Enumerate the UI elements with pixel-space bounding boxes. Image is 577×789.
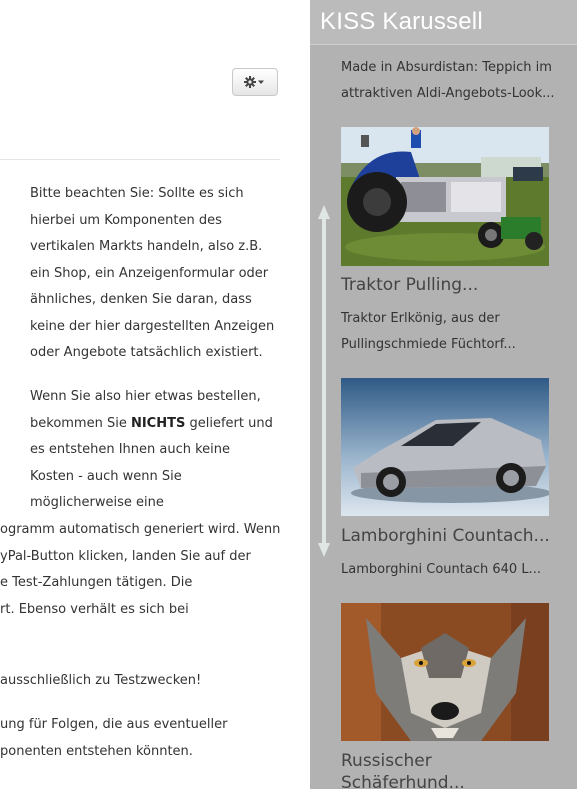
vertical-double-arrow-icon[interactable] [318,205,330,557]
slide-description-lamborghini: Lamborghini Countach 640 L... [341,562,541,577]
slide-title-traktor[interactable]: Traktor Pulling... [341,275,479,295]
slide-description: Made in Absurdistan: Teppich im attraktiven Aldi-Angebots-Look... [341,60,555,101]
emphasis-nichts: NICHTS [130,415,186,431]
tractor-image[interactable] [341,127,549,266]
slide-title-lamborghini[interactable]: Lamborghini Countach... [341,526,550,546]
kiss-carousel[interactable] [310,0,577,789]
notice-paragraph-4: ausschließlich zu Testzwecken! [0,673,202,688]
gear-icon [243,75,267,89]
carousel-title: KISS Karussell [320,8,483,35]
notice-paragraph-2: Wenn Sie also hier etwas bestellen, bekommen Sie NICHTS geliefert und es entstehen Ihnen auch keine Kosten - auch wenn Sie möglicherweise eine [30,389,273,510]
caret-down-icon [258,81,264,85]
notice-paragraph-1: Bitte beachten Sie: Sollte es sich hierbei um Komponenten des vertikalen Markts handeln, also z.B. ein Shop, ein Anzeigenformular oder ähnliches, denken Sie daran, dass keine der hier dargestellten Anzeigen oder Angebote tatsächlich existiert. [30,186,275,360]
section-divider [0,159,280,160]
carousel-header [310,0,577,45]
article-options-button[interactable] [232,68,278,96]
slide-description-traktor: Traktor Erlkönig, aus der Pullingschmiede Füchtorf... [341,311,516,352]
notice-paragraph-5: ung für Folgen, die aus eventueller ponenten entstehen könnten. [0,717,228,759]
wolf-image[interactable] [341,603,549,741]
lamborghini-image[interactable] [341,378,549,516]
slide-title-schaeferhund[interactable]: Russischer Schäferhund... [341,751,465,789]
notice-paragraph-3: ogramm automatisch generiert wird. Wenn yPal-Button klicken, landen Sie auf der e Test-Zahlungen tätigen. Die rt. Ebenso verhält es sich bei [0,522,281,617]
